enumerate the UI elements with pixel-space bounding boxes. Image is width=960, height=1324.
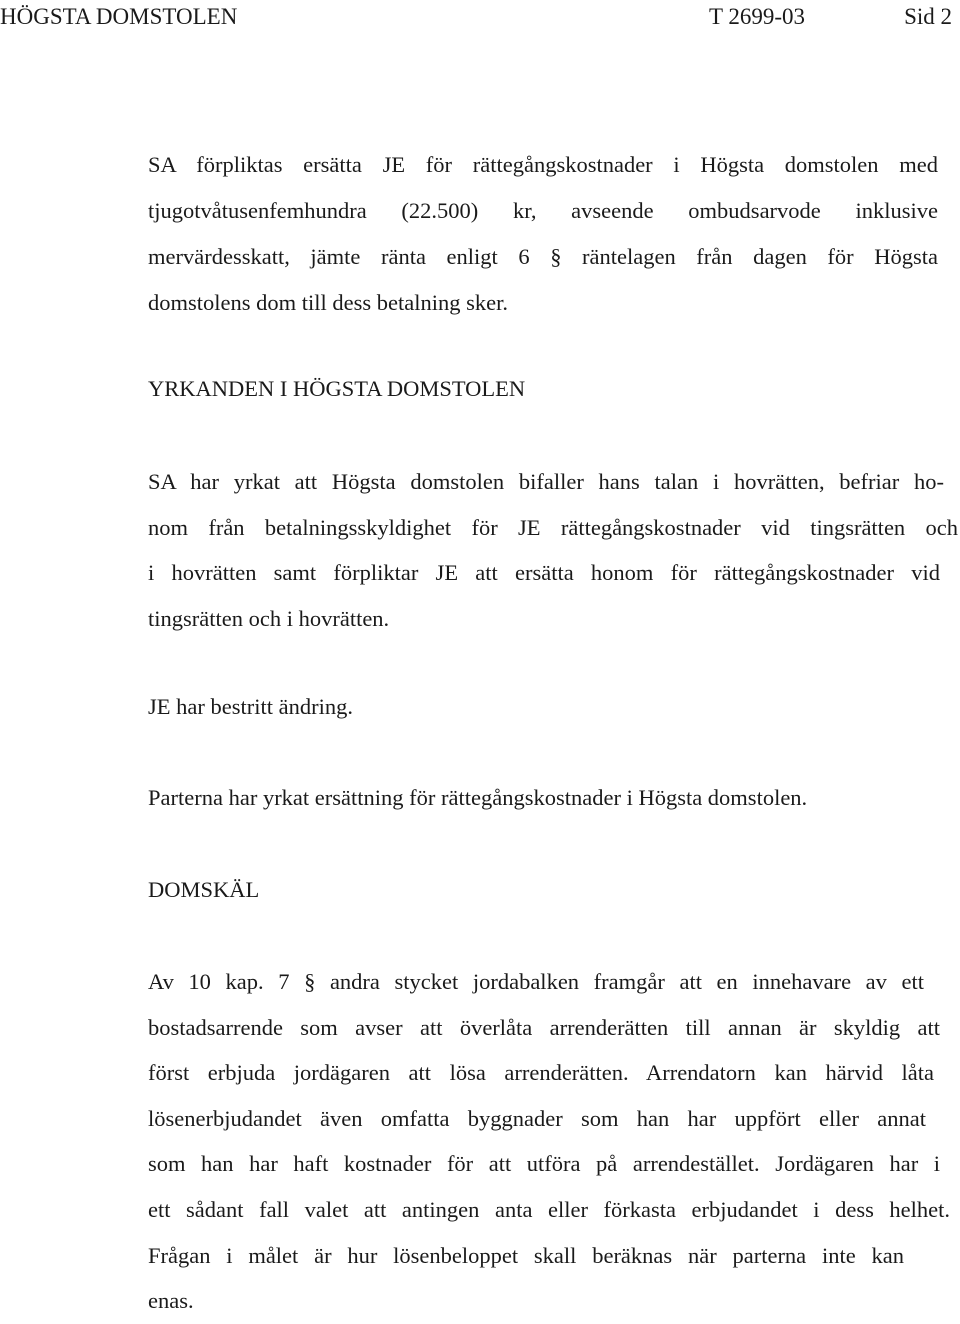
paragraph-costs-claims: Parterna har yrkat ersättning för rättegångskostnader i Högsta domstolen.: [148, 785, 808, 810]
page-header: [0, 2, 960, 32]
text-line: mervärdesskatt, jämte ränta enligt 6 § räntelagen från dagen för Högsta: [148, 244, 938, 269]
paragraph-claims: [148, 459, 958, 641]
text-line: först erbjuda jordägaren att lösa arrenderätten. Arrendatorn kan härvid låta: [148, 1060, 934, 1086]
text-line: ett sådant fall valet att antingen anta eller förkasta erbjudandet i dess helhet.: [148, 1196, 950, 1222]
page-number: Sid 2: [904, 4, 952, 29]
text-line: SA förpliktas ersätta JE för rättegångskostnader i Högsta domstolen med: [148, 152, 938, 177]
paragraph-reasons: [148, 959, 950, 1324]
text-line: lösenerbjudandet även omfatta byggnader som han har uppfört eller annat: [148, 1105, 926, 1131]
text-line: nom från betalningsskyldighet för JE rättegångskostnader vid tingsrätten och: [148, 514, 958, 540]
text-line: Av 10 kap. 7 § andra stycket jordabalken framgår att en innehavare av ett: [148, 969, 924, 994]
case-number: T 2699-03: [709, 4, 806, 29]
text-line: domstolens dom till dess betalning sker.: [148, 290, 508, 315]
text-line: Frågan i målet är hur lösenbeloppet skall beräknas när parterna inte kan: [148, 1242, 904, 1268]
paragraph-disputed: JE har bestritt ändring.: [148, 694, 353, 719]
text-line: som han har haft kostnader för att utföra på arrendestället. Jordägaren har i: [148, 1151, 940, 1177]
text-line: tjugotvåtusenfemhundra (22.500) kr, avseende ombudsarvode inklusive: [148, 198, 938, 223]
text-line: SA har yrkat att Högsta domstolen bifaller hans talan i hovrätten, befriar ho-: [148, 469, 944, 494]
text-line: i hovrätten samt förpliktar JE att ersätta honom för rättegångskostnader vid: [148, 560, 940, 585]
paragraph-costs-order: [148, 142, 938, 326]
text-line: tingsrätten och i hovrätten.: [148, 605, 390, 631]
court-name: HÖGSTA DOMSTOLEN: [0, 4, 238, 29]
section-heading-reasons: DOMSKÄL: [148, 877, 260, 902]
text-line: enas.: [148, 1288, 194, 1314]
text-line: bostadsarrende som avser att överlåta arrenderätten till annan är skyldig att: [148, 1014, 940, 1040]
section-heading-claims: YRKANDEN I HÖGSTA DOMSTOLEN: [148, 376, 526, 401]
